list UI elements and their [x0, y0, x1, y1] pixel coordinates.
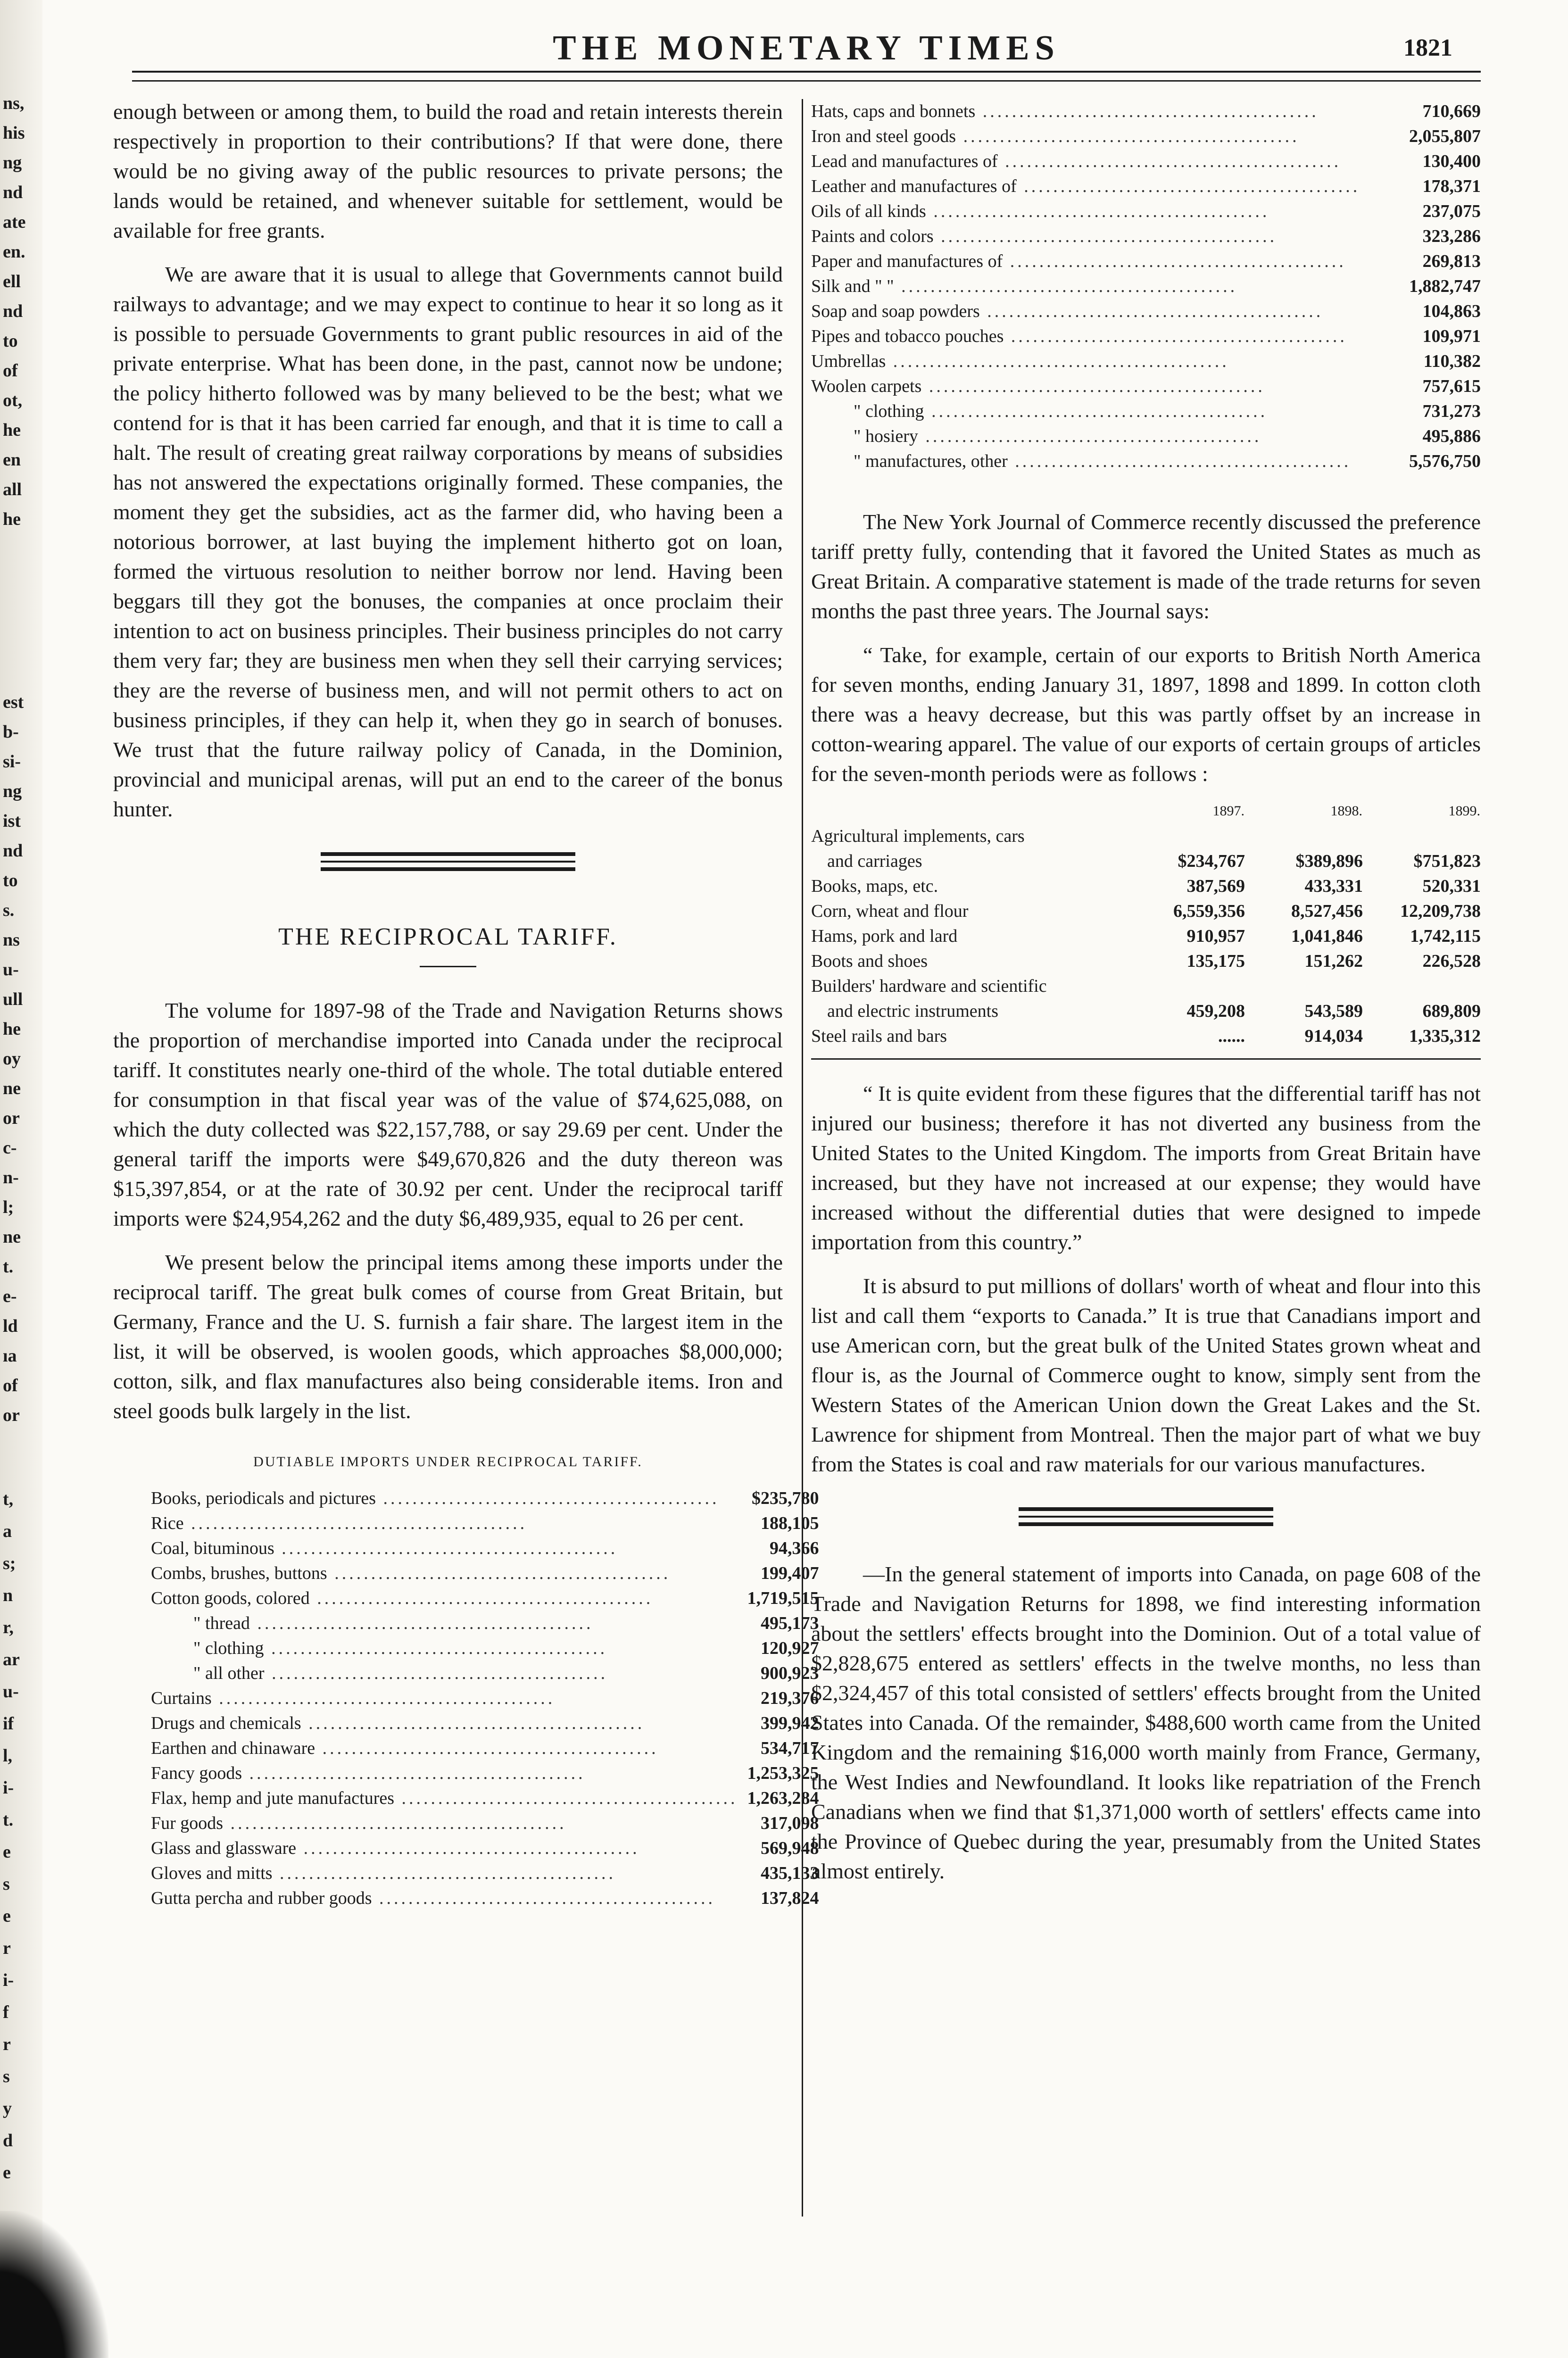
- item-value: 2,055,807: [1409, 126, 1481, 146]
- export-value: [1245, 974, 1363, 999]
- table-row: [151, 1686, 819, 1711]
- table-row: [151, 1636, 819, 1661]
- item-name: [151, 1636, 738, 1661]
- edge-fragment: e: [3, 1906, 11, 1926]
- export-value: 520,331: [1422, 876, 1481, 896]
- table-row: [811, 399, 1481, 424]
- edge-fragment: ns,: [3, 93, 25, 113]
- table-row: [151, 1836, 819, 1861]
- edge-fragment: ot,: [3, 390, 23, 410]
- table-row: [811, 324, 1481, 349]
- export-value: [1245, 824, 1363, 849]
- masthead: THE MONETARY TIMES: [553, 29, 1060, 67]
- export-value: 8,527,456: [1291, 901, 1363, 921]
- item-value: 269,813: [1422, 251, 1481, 271]
- table-row: [811, 149, 1481, 174]
- edge-fragment: l,: [3, 1746, 13, 1766]
- edge-fragment: f: [3, 2002, 9, 2022]
- item-label: Lead and manufactures of: [811, 151, 998, 171]
- item-label: Woolen carpets: [811, 376, 922, 396]
- table-row: [811, 999, 1481, 1024]
- header-rule: [132, 71, 1481, 73]
- dot-leader: ..............................................: [1007, 451, 1352, 471]
- dutiable-imports-table: [151, 1486, 819, 1911]
- edge-fragment: nd: [3, 301, 23, 321]
- item-name: [151, 1861, 738, 1886]
- edge-fragment: s: [3, 1874, 10, 1894]
- item-label: Fancy goods: [151, 1763, 242, 1783]
- table-row: [811, 99, 1481, 124]
- item-value: 137,824: [761, 1888, 819, 1908]
- item-name: [151, 1761, 738, 1786]
- edge-fragment: s: [3, 2067, 10, 2086]
- item-label: Fur goods: [151, 1813, 224, 1833]
- edge-fragment: e-: [3, 1287, 17, 1306]
- dot-leader: ..............................................: [264, 1663, 608, 1683]
- dot-leader: ..............................................: [956, 126, 1300, 146]
- item-name: [151, 1836, 738, 1861]
- item-value: 199,407: [761, 1563, 819, 1583]
- paragraph: The New York Journal of Commerce recently discussed the preference tariff pretty fully, contending that it favored the United States as much as Great Britain. A comparative statement is made of the trade returns for seven months the past three years. The Journal says:: [811, 510, 1481, 623]
- table-row: [811, 174, 1481, 199]
- item-value: 5,576,750: [1409, 451, 1481, 471]
- dot-leader: ..............................................: [183, 1513, 528, 1533]
- item-name: [151, 1561, 738, 1586]
- item-value: 188,105: [761, 1513, 819, 1533]
- edge-fragment: nd: [3, 841, 23, 861]
- export-value: 543,589: [1304, 1001, 1363, 1021]
- edge-fragment: est: [3, 692, 24, 712]
- edge-fragment: or: [3, 1108, 20, 1128]
- table-row: [811, 824, 1481, 849]
- table-row: [151, 1811, 819, 1836]
- dot-leader: ..............................................: [924, 401, 1268, 421]
- edge-fragment: all: [3, 480, 22, 499]
- section-separator: [1019, 1507, 1273, 1526]
- item-value: 757,615: [1422, 376, 1481, 396]
- item-value: 130,400: [1422, 151, 1481, 171]
- item-value: 710,669: [1422, 101, 1481, 121]
- export-value: [1363, 824, 1481, 849]
- dot-leader: ..............................................: [272, 1863, 616, 1883]
- export-value: $751,823: [1413, 851, 1481, 871]
- item-value: 104,863: [1422, 301, 1481, 321]
- export-value: 135,175: [1186, 951, 1245, 971]
- item-value: 178,371: [1422, 176, 1481, 196]
- title-underline: [420, 966, 476, 967]
- item-name: [811, 174, 1368, 199]
- article-group: Steel rails and bars: [811, 1026, 947, 1046]
- item-label: Curtains: [151, 1688, 212, 1708]
- edge-fragment: t,: [3, 1489, 14, 1509]
- paragraph: We are aware that it is usual to allege that Governments cannot build railways to advantage; and we may expect to continue to hear it so long as it is possible to persuade Governments to grant public resources in aid of the private enterprise. What has been done, in the past, cannot now be undone; the policy hitherto followed was by many believed to be the best; what we contend for is that it has been carried far enough, and that it is time to call a halt. The result of creating great railway corporations by means of subsidies has not answered the expectations originally formed. These companies, the moment they get the subsidies, act as the farmer did, who having been a notorious borrower, at last buying the implement hitherto got on loan, formed the virtuous resolution to neither borrow nor lend. Having been beggars till they got the bonuses, the companies at once proclaim their intention to act on business principles. Their business principles do not carry them very far; they are business men when they sell their carrying services; they are the reverse of business men, and will not permit others to act on business principles, if they can help it, when they go in search of bonuses. We trust that the future railway policy of Canada, in the Dominion, provincial and municipal arenas, will put an end to the career of the bonus hunter.: [113, 262, 783, 821]
- item-name: [151, 1811, 738, 1836]
- edge-fragment: u-: [3, 960, 19, 980]
- item-label: " clothing: [193, 1638, 264, 1658]
- edge-fragment: ld: [3, 1316, 18, 1336]
- paragraph: The volume for 1897-98 of the Trade and Navigation Returns shows the proportion of merchandise imported into Canada under the reciprocal tariff. It constitutes nearly one-third of the whole. The total dutiable entered for consumption in that fiscal year was of the value of $74,625,088, on which the duty collected was $22,157,788, or say 29.69 per cent. Under the general tariff the imports were $49,670,826 and the duty thereon was $15,397,854, or at the rate of 30.92 per cent. Under the reciprocal tariff imports were $24,954,262 and the duty $6,489,935, equal to 26 per cent.: [113, 998, 783, 1230]
- dot-leader: ..............................................: [301, 1713, 645, 1733]
- export-value: 910,957: [1186, 926, 1245, 946]
- item-name: [151, 1486, 738, 1511]
- dot-leader: ..............................................: [315, 1738, 659, 1758]
- item-name: [811, 374, 1368, 399]
- table-row: [811, 1024, 1481, 1049]
- table-row: [811, 899, 1481, 924]
- item-value: 495,173: [761, 1613, 819, 1633]
- export-value: 459,208: [1186, 1001, 1245, 1021]
- export-value: 226,528: [1422, 951, 1481, 971]
- dot-leader: ..............................................: [997, 151, 1342, 171]
- item-label: Iron and steel goods: [811, 126, 956, 146]
- item-label: " thread: [193, 1613, 250, 1633]
- export-value: $389,896: [1295, 851, 1363, 871]
- table-row: [151, 1536, 819, 1561]
- edge-fragment: d: [3, 2131, 13, 2150]
- export-value: [1127, 974, 1245, 999]
- year-heading: 1897.: [1212, 803, 1244, 819]
- table-row: [811, 299, 1481, 324]
- dot-leader: ..............................................: [264, 1638, 608, 1658]
- edge-fragment: of: [3, 1376, 18, 1395]
- item-label: Combs, brushes, buttons: [151, 1563, 327, 1583]
- table-row: [151, 1586, 819, 1611]
- item-label: Paints and colors: [811, 226, 934, 246]
- edge-fragment: ne: [3, 1227, 21, 1247]
- table-row: [151, 1861, 819, 1886]
- export-value: $234,767: [1178, 851, 1245, 871]
- export-value: 1,335,312: [1409, 1026, 1481, 1046]
- edge-fragment: ell: [3, 272, 21, 291]
- page-number: 1821: [1403, 34, 1452, 61]
- item-name: [811, 274, 1368, 299]
- year-heading: 1899.: [1448, 803, 1480, 819]
- item-name: [151, 1786, 738, 1811]
- item-label: Books, periodicals and pictures: [151, 1488, 376, 1508]
- item-value: 1,253,325: [747, 1763, 819, 1783]
- edge-fragment: nd: [3, 183, 23, 202]
- item-value: 323,286: [1422, 226, 1481, 246]
- table-caption: DUTIABLE IMPORTS UNDER RECIPROCAL TARIFF.: [253, 1454, 643, 1470]
- table-row: [811, 874, 1481, 899]
- section-separator: [321, 852, 575, 871]
- dot-leader: ..............................................: [211, 1688, 556, 1708]
- edge-fragment: ıa: [3, 1346, 17, 1366]
- item-label: Rice: [151, 1513, 184, 1533]
- dot-leader: ..............................................: [1003, 251, 1346, 271]
- dot-leader: ..............................................: [933, 226, 1278, 246]
- table-row: [811, 199, 1481, 224]
- item-value: 900,923: [761, 1663, 819, 1683]
- item-label: Flax, hemp and jute manufactures: [151, 1788, 395, 1808]
- item-value: $235,780: [752, 1488, 819, 1508]
- item-value: 1,882,747: [1409, 276, 1481, 296]
- edge-fragment: he: [3, 420, 21, 440]
- table-row: [151, 1511, 819, 1536]
- edge-fragment: ng: [3, 153, 22, 173]
- item-label: Coal, bituminous: [151, 1538, 274, 1558]
- edge-fragment: si-: [3, 752, 21, 772]
- item-value: 109,971: [1422, 326, 1481, 346]
- item-name: [811, 199, 1368, 224]
- table-row: [151, 1886, 819, 1911]
- item-name: [811, 399, 1368, 424]
- item-name: [151, 1586, 738, 1611]
- article-group: Builders' hardware and scientific: [811, 976, 1047, 996]
- item-name: [811, 224, 1368, 249]
- article-group: and electric instruments: [827, 1001, 998, 1021]
- export-value: 12,209,738: [1400, 901, 1481, 921]
- item-name: [811, 124, 1368, 149]
- item-value: 94,366: [770, 1538, 819, 1558]
- item-name: [811, 249, 1368, 274]
- dot-leader: ..............................................: [327, 1563, 671, 1583]
- article-group: Boots and shoes: [811, 951, 928, 971]
- exports-comparison-table: [811, 803, 1481, 1049]
- edge-fragment: r,: [3, 1618, 14, 1637]
- export-value: [1363, 974, 1481, 999]
- item-name: [811, 349, 1368, 374]
- left-column: [113, 97, 819, 1911]
- item-name: [151, 1686, 738, 1711]
- item-value: 495,886: [1422, 426, 1481, 446]
- article-group: Books, maps, etc.: [811, 876, 938, 896]
- section-title: THE RECIPROCAL TARIFF.: [278, 923, 618, 950]
- export-value: 914,034: [1304, 1026, 1363, 1046]
- dot-leader: ..............................................: [394, 1788, 738, 1808]
- table-row: [151, 1786, 819, 1811]
- header-rule-secondary: [132, 80, 1481, 82]
- dot-leader: ..............................................: [975, 101, 1319, 121]
- dot-leader: ..............................................: [223, 1813, 567, 1833]
- dot-leader: ..............................................: [376, 1488, 720, 1508]
- edge-fragment: s;: [3, 1553, 16, 1573]
- item-label: Gloves and mitts: [151, 1863, 273, 1883]
- edge-fragment: i-: [3, 1970, 14, 1990]
- item-name: [811, 299, 1368, 324]
- edge-fragment: to: [3, 871, 18, 890]
- edge-fragment: to: [3, 331, 18, 351]
- paragraph: It is absurd to put millions of dollars' worth of wheat and flour into this list and call them “exports to Canada.” It is true that Canadians import and use American corn, but the great bulk of the United States grown wheat and flour is, as the Journal of Commerce ought to know, simply sent from the Western States of the American Union down the Great Lakes and the St. Lawrence for shipment from Montreal. Then the major part of what we buy from the States is coal and raw materials for our various manufactures.: [811, 1274, 1481, 1476]
- dot-leader: ..............................................: [926, 201, 1270, 221]
- item-name: [151, 1886, 738, 1911]
- item-name: [151, 1736, 738, 1761]
- item-label: Silk and " ": [811, 276, 894, 296]
- item-label: Leather and manufactures of: [811, 176, 1017, 196]
- edge-fragment: ng: [3, 781, 22, 801]
- edge-fragment: if: [3, 1714, 14, 1734]
- item-label: " hosiery: [854, 426, 918, 446]
- dot-leader: ..............................................: [894, 276, 1238, 296]
- export-value: 433,331: [1304, 876, 1363, 896]
- item-value: 569,948: [761, 1838, 819, 1858]
- edge-fragment: e: [3, 1842, 11, 1862]
- item-value: 110,382: [1423, 351, 1481, 371]
- dot-leader: ..............................................: [921, 376, 1265, 396]
- edge-fragment: or: [3, 1405, 20, 1425]
- edge-fragment: r: [3, 2034, 11, 2054]
- paragraph: enough between or among them, to build the road and retain interests therein respectively in proportion to their contributions? If that were done, there would be no giving away of the public resources to private persons; the lands would be retained, and whenever suitable for settlement, would be available for free grants.: [113, 100, 783, 242]
- continued-imports-table: [811, 99, 1481, 474]
- item-name: [151, 1536, 738, 1561]
- item-name: [151, 1611, 738, 1636]
- item-name: [811, 149, 1368, 174]
- item-label: " all other: [193, 1663, 265, 1683]
- export-value: 151,262: [1304, 951, 1363, 971]
- table-row: [811, 374, 1481, 399]
- item-label: Soap and soap powders: [811, 301, 980, 321]
- edge-fragment: en: [3, 450, 21, 470]
- edge-fragment: ne: [3, 1079, 21, 1098]
- edge-fragment: y: [3, 2099, 12, 2118]
- article-group: Hams, pork and lard: [811, 926, 958, 946]
- table-row: [151, 1736, 819, 1761]
- item-label: Cotton goods, colored: [151, 1588, 310, 1608]
- dot-leader: ..............................................: [918, 426, 1262, 446]
- item-name: [151, 1711, 738, 1736]
- table-row: [151, 1611, 819, 1636]
- dot-leader: ..............................................: [249, 1613, 594, 1633]
- edge-fragment: ns: [3, 930, 20, 950]
- table-row: [811, 949, 1481, 974]
- table-row: [811, 974, 1481, 999]
- table-row: [811, 124, 1481, 149]
- year-heading: 1898.: [1330, 803, 1362, 819]
- item-name: [811, 424, 1368, 449]
- item-value: 237,075: [1422, 201, 1481, 221]
- dot-leader: ..............................................: [242, 1763, 586, 1783]
- article-group: and carriages: [827, 851, 922, 871]
- item-label: Hats, caps and bonnets: [811, 101, 976, 121]
- edge-fragment: a: [3, 1521, 12, 1541]
- article-group: Agricultural implements, cars: [811, 826, 1025, 846]
- edge-fragment: n-: [3, 1168, 19, 1187]
- dot-leader: ..............................................: [274, 1538, 618, 1558]
- edge-fragment: n: [3, 1586, 13, 1605]
- edge-fragment: e: [3, 2163, 11, 2183]
- item-value: 219,376: [761, 1688, 819, 1708]
- item-name: [811, 99, 1368, 124]
- item-name: [811, 324, 1368, 349]
- quoted-paragraph: “ Take, for example, certain of our exports to British North America for seven months, ending January 31, 1897, 1898 and 1899. In cotton cloth there was a heavy decrease, but this was partly offset by an increase in cotton-wearing apparel. The value of our exports of certain groups of articles for the seven-month periods were as follows :: [811, 643, 1481, 786]
- edge-fragment: r: [3, 1938, 11, 1958]
- item-value: 1,263,284: [747, 1788, 819, 1808]
- export-value: ......: [1218, 1026, 1245, 1046]
- dot-leader: ..............................................: [1016, 176, 1361, 196]
- item-value: 534,717: [761, 1738, 819, 1758]
- edge-fragment: s.: [3, 900, 15, 920]
- edge-fragment: i-: [3, 1778, 14, 1798]
- table-row: [151, 1711, 819, 1736]
- table-rule: [811, 1058, 1481, 1060]
- paragraph: We present below the principal items among these imports under the reciprocal tariff. The great bulk comes of course from Great Britain, but Germany, France and the U. S. furnish a fair share. The largest item in the list, it will be observed, is woolen goods, which approaches $8,000,000; cotton, silk, and flax manufactures also being considerable items. Iron and steel goods bulk largely in the list.: [113, 1250, 783, 1423]
- edge-fragment: he: [3, 509, 21, 529]
- table-row: [811, 449, 1481, 474]
- dot-leader: ..............................................: [296, 1838, 640, 1858]
- edge-fragment: his: [3, 123, 25, 143]
- item-label: Earthen and chinaware: [151, 1738, 315, 1758]
- edge-fragment: oy: [3, 1049, 21, 1069]
- item-value: 120,927: [761, 1638, 819, 1658]
- dot-leader: ..............................................: [979, 301, 1324, 321]
- item-value: 399,942: [761, 1713, 819, 1733]
- dot-leader: ..............................................: [886, 351, 1229, 371]
- dot-leader: ..............................................: [372, 1888, 716, 1908]
- edge-fragment: he: [3, 1019, 21, 1039]
- export-value: 6,559,356: [1173, 901, 1245, 921]
- edge-fragment: u-: [3, 1682, 19, 1702]
- paragraph: —In the general statement of imports into Canada, on page 608 of the Trade and Navigation Returns for 1898, we find interesting information about the settlers' effects brought into the Dominion. Out of a total value of $2,828,675 entered as settlers' effects in the twelve months, no less than $2,324,457 of this total consisted of settlers' effects brought from the United States into Canada. Of the remainder, $488,600 worth came from the United Kingdom and the remaining $16,000 worth mainly from France, Germany, the West Indies and Newfoundland. It looks like repatriation of the French Canadians when we find that $1,371,000 worth of settlers' effects came into the Province of Quebec during the year, presumably from the United States almost entirely.: [811, 1562, 1481, 1883]
- item-label: Drugs and chemicals: [151, 1713, 301, 1733]
- table-row: [151, 1761, 819, 1786]
- edge-fragment: ull: [3, 989, 23, 1009]
- binding-shadow: [0, 2211, 108, 2358]
- right-column: [811, 99, 1481, 1900]
- table-row: [811, 424, 1481, 449]
- dutiable-imports-table-wrap: [151, 1486, 819, 1911]
- export-value: 689,809: [1422, 1001, 1481, 1021]
- edge-fragment: ate: [3, 212, 26, 232]
- item-label: Glass and glassware: [151, 1838, 297, 1858]
- export-value: 1,742,115: [1410, 926, 1481, 946]
- item-value: 435,133: [761, 1863, 819, 1883]
- table-row: [151, 1661, 819, 1686]
- table-row: [811, 349, 1481, 374]
- table-row: [811, 924, 1481, 949]
- table-row: [151, 1561, 819, 1586]
- table-row: [811, 274, 1481, 299]
- edge-fragment: t.: [3, 1257, 14, 1277]
- item-name: [151, 1661, 738, 1686]
- edge-fragment: b-: [3, 722, 19, 742]
- edge-fragment: ist: [3, 811, 21, 831]
- item-name: [811, 449, 1368, 474]
- item-value: 731,273: [1422, 401, 1481, 421]
- dot-leader: ..............................................: [1004, 326, 1347, 346]
- item-value: 317,098: [761, 1813, 819, 1833]
- item-value: 1,719,515: [747, 1588, 819, 1608]
- edge-fragment: c-: [3, 1138, 17, 1158]
- export-value: 387,569: [1186, 876, 1245, 896]
- item-name: [151, 1511, 738, 1536]
- export-value: [1127, 824, 1245, 849]
- edge-fragment: ar: [3, 1650, 20, 1669]
- item-label: " clothing: [854, 401, 924, 421]
- quoted-paragraph: “ It is quite evident from these figures that the differential tariff has not injured our business; therefore it has not diverted any business from the United States to the United Kingdom. The imports from Great Britain have increased, but they have not increased at our expense; they would have increased without the differential duties that were designed to impede importation from this country.”: [811, 1081, 1481, 1254]
- dot-leader: ..............................................: [309, 1588, 654, 1608]
- item-label: Paper and manufactures of: [811, 251, 1003, 271]
- edge-fragment: of: [3, 361, 18, 381]
- comparison-table-header: [811, 803, 1481, 824]
- edge-fragment: en.: [3, 242, 25, 262]
- item-label: Pipes and tobacco pouches: [811, 326, 1004, 346]
- table-row: [811, 849, 1481, 874]
- item-label: Umbrellas: [811, 351, 886, 371]
- edge-fragment: l;: [3, 1197, 14, 1217]
- edge-fragment: t.: [3, 1810, 14, 1830]
- item-label: Oils of all kinds: [811, 201, 926, 221]
- table-row: [151, 1486, 819, 1511]
- table-row: [811, 249, 1481, 274]
- table-row: [811, 224, 1481, 249]
- article-group: Corn, wheat and flour: [811, 901, 969, 921]
- export-value: 1,041,846: [1291, 926, 1363, 946]
- item-label: " manufactures, other: [854, 451, 1008, 471]
- item-label: Gutta percha and rubber goods: [151, 1888, 372, 1908]
